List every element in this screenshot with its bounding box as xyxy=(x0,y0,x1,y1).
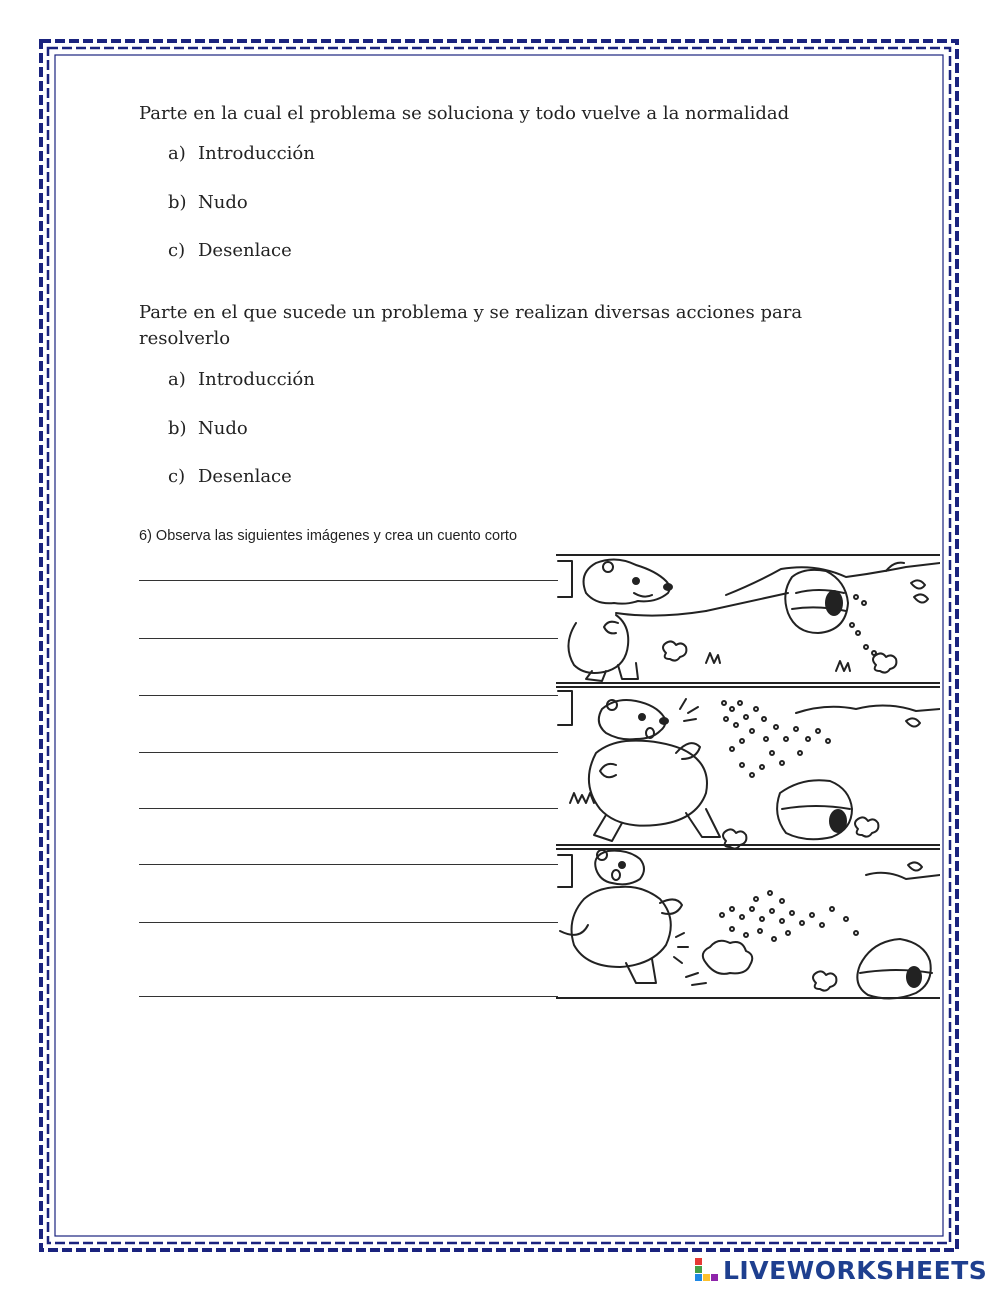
option-text: Desenlace xyxy=(198,240,292,261)
answer-line[interactable] xyxy=(139,922,558,923)
question-1-option-b[interactable] xyxy=(168,192,248,214)
question-1-option-a[interactable] xyxy=(168,143,315,165)
answer-line[interactable] xyxy=(139,638,558,639)
option-letter: c) xyxy=(168,240,186,261)
option-text: Nudo xyxy=(198,192,248,213)
answer-line[interactable] xyxy=(139,864,558,865)
option-letter: a) xyxy=(168,369,186,390)
panel-bear-running-away xyxy=(560,850,940,999)
option-letter: a) xyxy=(168,143,186,164)
panel-bear-poking-hive xyxy=(568,559,940,681)
liveworksheets-logo[interactable] xyxy=(695,1255,987,1285)
question-1-option-c[interactable] xyxy=(168,240,292,262)
question-2-prompt: Parte en el que sucede un problema y se realizan diversas acciones para resolverlo xyxy=(139,302,803,349)
answer-line[interactable] xyxy=(139,996,558,997)
question-2-option-c[interactable] xyxy=(168,466,292,488)
activity-instruction: 6) Observa las siguientes imágenes y crea un cuento corto xyxy=(139,528,518,544)
answer-line[interactable] xyxy=(139,695,558,696)
option-letter: c) xyxy=(168,466,186,487)
brand-blocks-icon xyxy=(695,1257,719,1283)
panel-bees-swarming-bear xyxy=(570,699,940,849)
question-2-option-b[interactable] xyxy=(168,418,248,440)
answer-line[interactable] xyxy=(139,580,558,581)
answer-line[interactable] xyxy=(139,752,558,753)
question-1-prompt: Parte en la cual el problema se soluciona y todo vuelve a la normalidad xyxy=(139,103,790,124)
option-letter: b) xyxy=(168,418,187,439)
brand-name: LIVEWORKSHEETS xyxy=(723,1255,988,1285)
option-text: Introducción xyxy=(198,369,315,390)
option-letter: b) xyxy=(168,192,187,213)
answer-line[interactable] xyxy=(139,808,558,809)
question-2-option-a[interactable] xyxy=(168,369,315,391)
option-text: Nudo xyxy=(198,418,248,439)
option-text: Desenlace xyxy=(198,466,292,487)
bear-beehive-comic-strip xyxy=(556,553,940,1000)
option-text: Introducción xyxy=(198,143,315,164)
